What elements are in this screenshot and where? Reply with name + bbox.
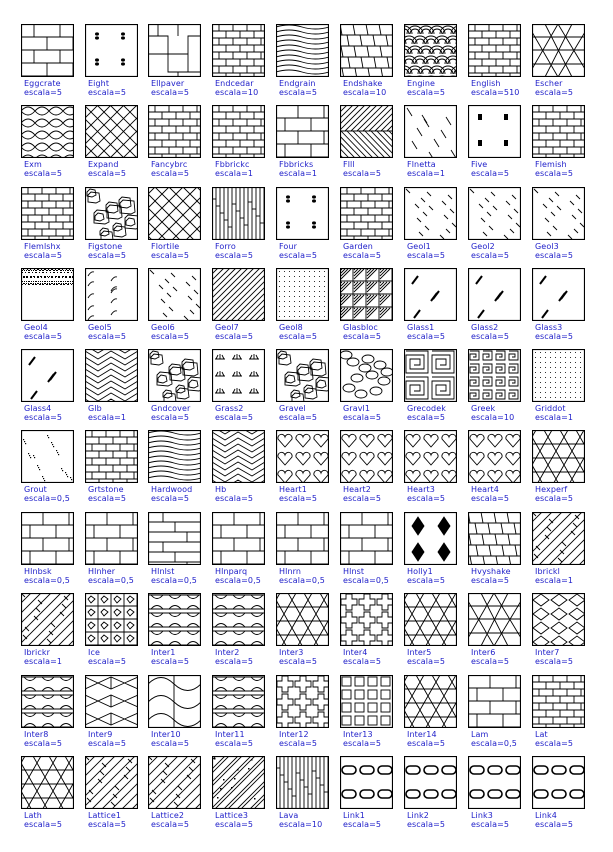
pattern-name: Eggcrate (24, 79, 61, 88)
pattern-cell (383, 593, 447, 673)
pattern-cell (383, 512, 447, 592)
pattern-cell (447, 593, 511, 673)
pattern-cell (511, 268, 575, 348)
pattern-scale: escala=0,5 (343, 576, 389, 585)
pattern-name: Inter12 (279, 730, 309, 739)
pattern-name: Link2 (407, 811, 429, 820)
pattern-scale: escala=5 (24, 251, 63, 260)
pattern-cell (511, 675, 575, 755)
pattern-name: Hlnher (88, 567, 116, 576)
pattern-scale: escala=5 (279, 739, 318, 748)
pattern-name: Hlnparq (215, 567, 248, 576)
pattern-scale: escala=5 (343, 169, 382, 178)
pattern-cell (0, 349, 64, 429)
pattern-name: Glass4 (24, 404, 52, 413)
pattern-name: Lath (24, 811, 42, 820)
pattern-cell (383, 24, 447, 104)
pattern-name: Hlnlst (151, 567, 175, 576)
pattern-cell (319, 430, 383, 510)
pattern-name: Heart2 (343, 485, 371, 494)
pattern-swatch (532, 756, 585, 809)
pattern-swatch (532, 24, 585, 77)
pattern-name: Five (471, 160, 488, 169)
pattern-scale: escala=5 (407, 88, 446, 97)
pattern-scale: escala=5 (407, 820, 446, 829)
pattern-cell (255, 187, 319, 267)
pattern-name: Gravel (279, 404, 306, 413)
pattern-scale: escala=5 (279, 413, 318, 422)
pattern-scale: escala=5 (471, 332, 510, 341)
pattern-name: Inter9 (88, 730, 113, 739)
pattern-scale: escala=5 (88, 657, 127, 666)
pattern-scale: escala=5 (88, 169, 127, 178)
pattern-cell (511, 756, 575, 836)
pattern-name: Geol3 (535, 242, 559, 251)
pattern-name: Heart1 (279, 485, 307, 494)
pattern-name: Hexperf (535, 485, 568, 494)
pattern-scale: escala=5 (215, 739, 254, 748)
pattern-scale: escala=5 (535, 88, 574, 97)
pattern-cell (255, 349, 319, 429)
pattern-cell (0, 24, 64, 104)
pattern-cell (511, 593, 575, 673)
pattern-scale: escala=5 (407, 576, 446, 585)
pattern-swatch (532, 268, 585, 321)
pattern-name: Inter4 (343, 648, 368, 657)
pattern-scale: escala=5 (215, 657, 254, 666)
pattern-cell (0, 105, 64, 185)
pattern-cell (319, 512, 389, 592)
pattern-swatch (532, 593, 585, 646)
pattern-name: Hb (215, 485, 227, 494)
pattern-cell (511, 187, 575, 267)
pattern-name: Forro (215, 242, 236, 251)
pattern-name: English (471, 79, 501, 88)
pattern-cell (127, 430, 191, 510)
pattern-scale: escala=0,5 (279, 576, 325, 585)
pattern-cell (319, 268, 383, 348)
pattern-cell (191, 756, 255, 836)
pattern-name: Glb (88, 404, 102, 413)
pattern-scale: escala=5 (535, 820, 574, 829)
pattern-cell (0, 593, 64, 673)
pattern-cell (127, 675, 191, 755)
pattern-scale: escala=5 (215, 413, 254, 422)
pattern-scale: escala=5 (151, 657, 190, 666)
pattern-cell (64, 675, 128, 755)
pattern-name: Hlnst (343, 567, 365, 576)
pattern-scale: escala=5 (471, 657, 510, 666)
pattern-name: Fbbrickc (215, 160, 250, 169)
pattern-cell (64, 430, 128, 510)
pattern-cell (191, 268, 255, 348)
pattern-scale: escala=5 (88, 332, 127, 341)
pattern-cell (0, 430, 70, 510)
pattern-name: Endshake (343, 79, 383, 88)
pattern-scale: escala=5 (151, 413, 190, 422)
pattern-scale: escala=5 (535, 251, 574, 260)
pattern-name: Ibrickl (535, 567, 560, 576)
pattern-name: Garden (343, 242, 373, 251)
pattern-cell (64, 349, 128, 429)
pattern-name: Heart4 (471, 485, 499, 494)
pattern-cell (0, 268, 64, 348)
pattern-name: Inter3 (279, 648, 304, 657)
pattern-cell (127, 593, 191, 673)
pattern-cell (511, 349, 575, 429)
pattern-scale: escala=10 (215, 88, 259, 97)
pattern-name: Hlnrn (279, 567, 302, 576)
pattern-cell (255, 430, 319, 510)
pattern-scale: escala=5 (88, 88, 127, 97)
pattern-name: Expand (88, 160, 119, 169)
pattern-name: Grass2 (215, 404, 244, 413)
pattern-scale: escala=0,5 (24, 576, 70, 585)
pattern-scale: escala=5 (471, 820, 510, 829)
pattern-cell (511, 105, 575, 185)
pattern-name: Eight (88, 79, 110, 88)
pattern-name: Inter2 (215, 648, 240, 657)
pattern-cell (383, 105, 447, 185)
pattern-scale: escala=5 (24, 413, 63, 422)
pattern-cell (64, 24, 128, 104)
pattern-scale: escala=5 (24, 169, 63, 178)
pattern-cell (383, 349, 447, 429)
pattern-scale: escala=1 (279, 169, 318, 178)
pattern-name: Flemish (535, 160, 567, 169)
pattern-name: Exm (24, 160, 42, 169)
pattern-name: Lattice3 (215, 811, 249, 820)
pattern-cell (127, 105, 191, 185)
pattern-name: Lat (535, 730, 548, 739)
pattern-cell (383, 187, 447, 267)
pattern-name: Inter6 (471, 648, 496, 657)
pattern-name: Lattice1 (88, 811, 122, 820)
pattern-scale: escala=1 (535, 576, 574, 585)
pattern-scale: escala=5 (471, 169, 510, 178)
pattern-scale: escala=5 (343, 413, 382, 422)
pattern-cell (319, 187, 383, 267)
pattern-name: Geol7 (215, 323, 239, 332)
pattern-scale: escala=0,5 (151, 576, 197, 585)
pattern-cell (191, 349, 255, 429)
pattern-cell (127, 187, 191, 267)
pattern-scale: escala=1 (407, 169, 446, 178)
pattern-scale: escala=5 (151, 739, 190, 748)
pattern-cell (447, 349, 515, 429)
pattern-cell (319, 756, 383, 836)
pattern-cell (127, 268, 191, 348)
pattern-scale: escala=5 (343, 739, 382, 748)
pattern-name: Hvyshake (471, 567, 511, 576)
pattern-scale: escala=0,5 (215, 576, 261, 585)
pattern-scale: escala=10 (343, 88, 387, 97)
pattern-cell (255, 105, 319, 185)
pattern-name: Lam (471, 730, 489, 739)
pattern-name: Inter10 (151, 730, 181, 739)
pattern-scale: escala=5 (279, 494, 318, 503)
pattern-cell (191, 24, 259, 104)
pattern-swatch (532, 187, 585, 240)
pattern-cell (64, 756, 128, 836)
pattern-name: Lattice2 (151, 811, 185, 820)
pattern-scale: escala=5 (151, 820, 190, 829)
pattern-cell (447, 268, 511, 348)
pattern-name: Glass2 (471, 323, 499, 332)
pattern-scale: escala=5 (151, 251, 190, 260)
pattern-cell (319, 593, 383, 673)
pattern-scale: escala=1 (24, 657, 63, 666)
pattern-scale: escala=5 (88, 820, 127, 829)
pattern-scale: escala=5 (535, 494, 574, 503)
pattern-scale: escala=5 (407, 739, 446, 748)
pattern-scale: escala=5 (471, 576, 510, 585)
pattern-cell (447, 187, 511, 267)
pattern-scale: escala=5 (471, 494, 510, 503)
pattern-name: Link1 (343, 811, 365, 820)
pattern-name: Flll (343, 160, 355, 169)
pattern-name: Link3 (471, 811, 493, 820)
pattern-name: Escher (535, 79, 563, 88)
pattern-name: Inter11 (215, 730, 245, 739)
pattern-cell (255, 756, 323, 836)
pattern-cell (319, 675, 383, 755)
pattern-cell (64, 105, 128, 185)
pattern-scale: escala=5 (279, 332, 318, 341)
pattern-name: Inter1 (151, 648, 176, 657)
pattern-name: Lava (279, 811, 299, 820)
pattern-cell (127, 24, 191, 104)
pattern-scale: escala=5 (215, 494, 254, 503)
pattern-name: Inter13 (343, 730, 373, 739)
pattern-scale: escala=5 (407, 332, 446, 341)
pattern-scale: escala=5 (151, 494, 190, 503)
pattern-cell (127, 349, 191, 429)
pattern-scale: escala=5 (535, 332, 574, 341)
pattern-swatch (532, 349, 585, 402)
pattern-scale: escala=10 (471, 413, 515, 422)
pattern-cell (447, 675, 517, 755)
pattern-name: Flemlshx (24, 242, 61, 251)
pattern-scale: escala=5 (24, 820, 63, 829)
pattern-cell (0, 512, 70, 592)
pattern-scale: escala=5 (471, 251, 510, 260)
pattern-name: Hlnbsk (24, 567, 52, 576)
pattern-scale: escala=5 (88, 494, 127, 503)
pattern-name: Endcedar (215, 79, 254, 88)
pattern-scale: escala=5 (215, 332, 254, 341)
pattern-scale: escala=5 (215, 820, 254, 829)
pattern-name: Geol4 (24, 323, 48, 332)
pattern-cell (255, 24, 319, 104)
pattern-name: Figstone (88, 242, 123, 251)
pattern-name: Four (279, 242, 297, 251)
pattern-name: Geol6 (151, 323, 175, 332)
pattern-scale: escala=5 (88, 251, 127, 260)
pattern-cell (0, 756, 64, 836)
pattern-name: Griddot (535, 404, 566, 413)
pattern-swatch (532, 430, 585, 483)
pattern-cell (319, 24, 387, 104)
pattern-scale: escala=5 (151, 169, 190, 178)
pattern-cell (447, 756, 511, 836)
pattern-cell (64, 268, 128, 348)
pattern-scale: escala=10 (279, 820, 323, 829)
pattern-name: Grtstone (88, 485, 124, 494)
pattern-cell (0, 675, 64, 755)
pattern-swatch (532, 105, 585, 158)
pattern-name: Glass1 (407, 323, 435, 332)
pattern-scale: escala=5 (215, 251, 254, 260)
pattern-scale: escala=5 (151, 88, 190, 97)
pattern-name: Greek (471, 404, 496, 413)
pattern-name: Engine (407, 79, 436, 88)
pattern-scale: escala=5 (279, 251, 318, 260)
pattern-scale: escala=1 (88, 413, 127, 422)
pattern-scale: escala=5 (343, 332, 382, 341)
pattern-name: Fancybrc (151, 160, 188, 169)
pattern-name: Grecodek (407, 404, 446, 413)
pattern-scale: escala=510 (471, 88, 520, 97)
pattern-name: Grout (24, 485, 47, 494)
pattern-name: Inter7 (535, 648, 560, 657)
pattern-cell (191, 430, 255, 510)
pattern-cell (191, 105, 255, 185)
pattern-cell (255, 512, 325, 592)
pattern-scale: escala=1 (535, 413, 574, 422)
pattern-name: Gravl1 (343, 404, 371, 413)
pattern-cell (447, 512, 511, 592)
pattern-name: Geol2 (471, 242, 495, 251)
pattern-scale: escala=5 (535, 169, 574, 178)
pattern-name: Fbbricks (279, 160, 314, 169)
pattern-scale: escala=5 (24, 739, 63, 748)
pattern-scale: escala=5 (151, 332, 190, 341)
pattern-cell (511, 24, 575, 104)
pattern-cell (511, 430, 575, 510)
pattern-cell (383, 756, 447, 836)
pattern-cell (255, 593, 319, 673)
pattern-name: Ice (88, 648, 100, 657)
pattern-name: Ellpaver (151, 79, 185, 88)
pattern-cell (0, 187, 64, 267)
pattern-cell (191, 512, 261, 592)
pattern-scale: escala=5 (24, 88, 63, 97)
pattern-scale: escala=5 (535, 739, 574, 748)
pattern-name: Holly1 (407, 567, 433, 576)
pattern-scale: escala=5 (407, 494, 446, 503)
pattern-cell (383, 675, 447, 755)
pattern-scale: escala=5 (407, 251, 446, 260)
pattern-cell (255, 268, 319, 348)
pattern-name: Inter14 (407, 730, 437, 739)
pattern-cell (64, 187, 128, 267)
pattern-cell (447, 430, 511, 510)
pattern-scale: escala=0,5 (88, 576, 134, 585)
pattern-name: Inter8 (24, 730, 49, 739)
pattern-scale: escala=5 (343, 251, 382, 260)
pattern-cell (447, 105, 511, 185)
pattern-name: Heart3 (407, 485, 435, 494)
pattern-scale: escala=5 (343, 494, 382, 503)
pattern-name: Geol1 (407, 242, 431, 251)
pattern-swatch (532, 675, 585, 728)
pattern-name: Ibrickr (24, 648, 50, 657)
pattern-scale: escala=0,5 (24, 494, 70, 503)
pattern-cell (319, 105, 383, 185)
pattern-scale: escala=1 (215, 169, 254, 178)
pattern-cell (511, 512, 575, 592)
pattern-cell (319, 349, 383, 429)
pattern-name: Glass3 (535, 323, 563, 332)
pattern-name: Flortile (151, 242, 180, 251)
pattern-name: Geol5 (88, 323, 112, 332)
pattern-cell (383, 430, 447, 510)
pattern-cell (127, 756, 191, 836)
pattern-cell (64, 593, 128, 673)
pattern-scale: escala=5 (343, 820, 382, 829)
pattern-name: Geol8 (279, 323, 303, 332)
pattern-cell (383, 268, 447, 348)
pattern-name: Link4 (535, 811, 557, 820)
pattern-name: Endgrain (279, 79, 316, 88)
pattern-scale: escala=5 (24, 332, 63, 341)
pattern-scale: escala=5 (407, 657, 446, 666)
pattern-cell (191, 187, 255, 267)
pattern-name: Glasbloc (343, 323, 378, 332)
pattern-name: Inter5 (407, 648, 432, 657)
pattern-scale: escala=5 (279, 88, 318, 97)
pattern-cell (191, 593, 255, 673)
pattern-scale: escala=5 (279, 657, 318, 666)
pattern-name: Gndcover (151, 404, 191, 413)
pattern-scale: escala=5 (535, 657, 574, 666)
pattern-cell (191, 675, 255, 755)
pattern-scale: escala=5 (407, 413, 446, 422)
pattern-scale: escala=5 (88, 739, 127, 748)
pattern-cell (127, 512, 197, 592)
pattern-name: Flnetta (407, 160, 436, 169)
pattern-scale: escala=0,5 (471, 739, 517, 748)
pattern-name: Hardwood (151, 485, 193, 494)
pattern-cell (255, 675, 319, 755)
pattern-scale: escala=5 (343, 657, 382, 666)
pattern-cell (64, 512, 134, 592)
pattern-cell (447, 24, 520, 104)
pattern-swatch (532, 512, 585, 565)
